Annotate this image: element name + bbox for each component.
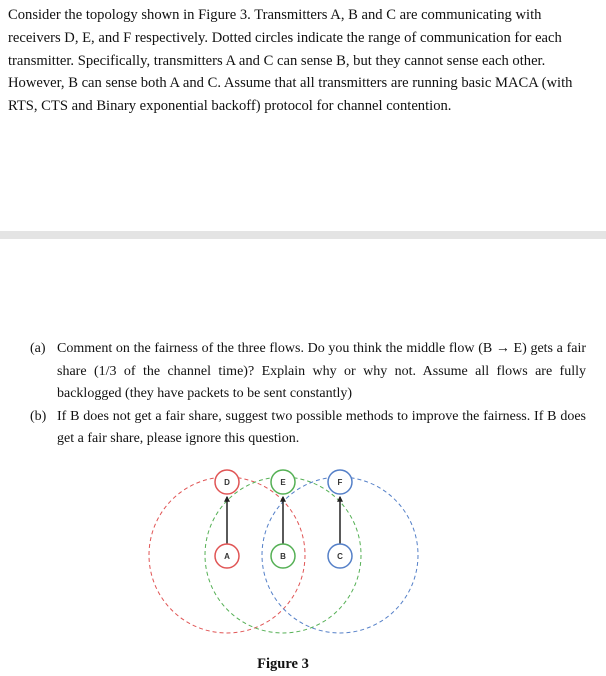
node-b — [271, 544, 295, 568]
question-b — [30, 406, 586, 451]
question-a-text: Comment on the fairness of the three flows. Do you think the middle flow (B → E) gets a fair share (1/3 of the channel time)? Explain why or why not. Assume all flows are fully backlogged (they have packets to be sent constantly) — [57, 341, 586, 401]
topology-figure — [0, 460, 606, 650]
node-c — [328, 544, 352, 568]
section-divider — [0, 231, 606, 239]
figure-caption: Figure 3 — [257, 656, 309, 672]
node-a — [215, 544, 239, 568]
node-f — [328, 470, 352, 494]
problem-intro: Consider the topology shown in Figure 3. Transmitters A, B and C are communicating with receivers D, E, and F respectively. Dotted circles indicate the range of communication for each transmitter. Specifically, transmitters A and C can sense B, but they cannot sense each other. However, B can sense both A and C. Assume that all transmitters are running basic MACA (with RTS, CTS and Binary exponential backoff) protocol for channel contention. — [8, 7, 573, 115]
node-c-label: C — [337, 552, 343, 561]
node-d — [215, 470, 239, 494]
question-a-label: (a) — [30, 341, 46, 356]
question-list — [30, 338, 586, 451]
question-b-label: (b) — [30, 408, 47, 424]
node-e — [271, 470, 295, 494]
node-a-label: A — [224, 552, 230, 561]
question-a — [30, 338, 586, 406]
node-b-label: B — [280, 552, 286, 561]
question-b-text: If B does not get a fair share, suggest two possible methods to improve the fairness. If B does get a fair share, please ignore this question. — [57, 408, 586, 446]
node-d-label: D — [224, 478, 230, 487]
node-e-label: E — [280, 478, 286, 487]
node-f-label: F — [337, 478, 343, 487]
